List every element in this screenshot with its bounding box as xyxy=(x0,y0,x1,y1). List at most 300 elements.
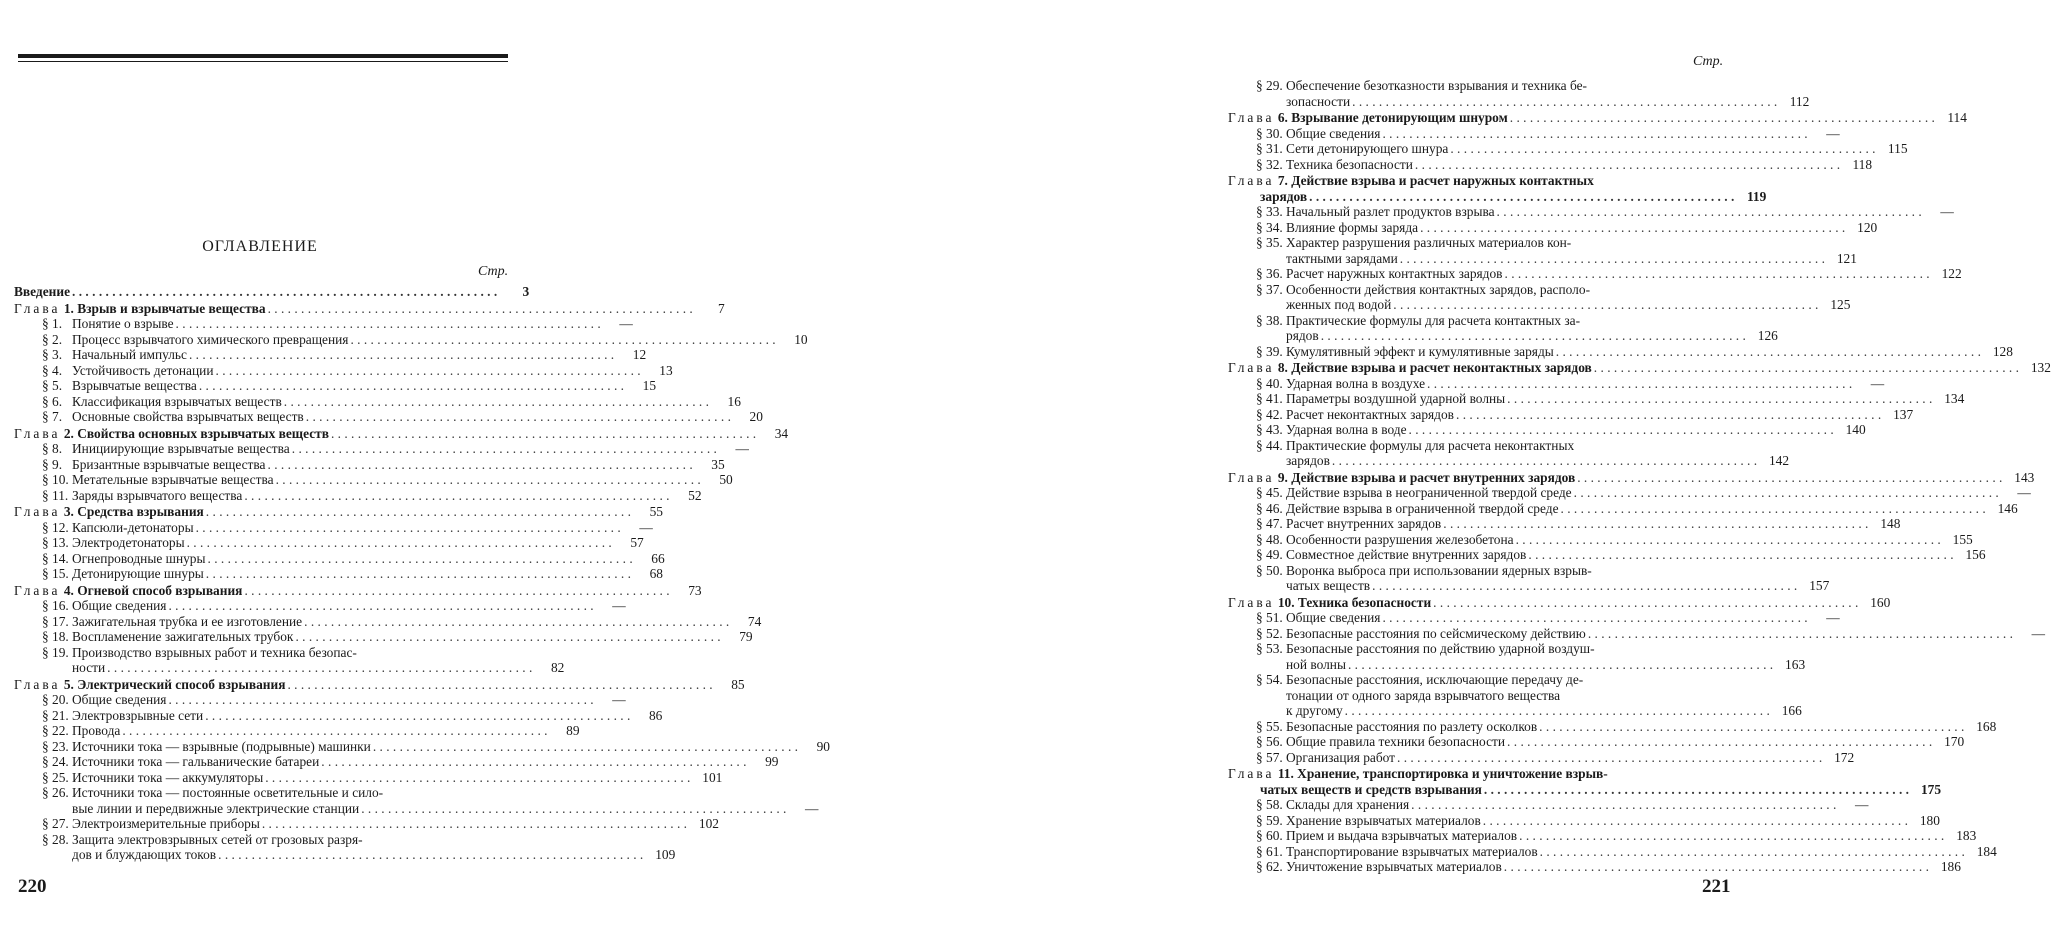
toc-section xyxy=(1228,749,1855,766)
section-number: § 13. xyxy=(42,535,69,550)
section-number: § 7. xyxy=(42,409,63,424)
section-number: § 51. xyxy=(1256,610,1283,625)
leader-dots xyxy=(1393,297,1818,313)
toc-entry-title: рядов xyxy=(1286,328,1319,343)
toc-page-number: 137 xyxy=(1893,406,1914,422)
toc-entry-title: тонации от одного заряда взрывчатого вещества xyxy=(1286,687,1561,703)
toc-entry-title: Взрывание детонирующим шнуром xyxy=(1291,110,1508,125)
section-number: § 12. xyxy=(42,519,69,535)
toc-entry-line xyxy=(1228,656,1806,673)
toc-page-number: 160 xyxy=(1870,594,1891,610)
toc-entry-title: Уничтожение взрывчатых материалов xyxy=(1286,859,1502,874)
section-number: § 50. xyxy=(1256,562,1283,578)
section-number: § 49. xyxy=(1256,547,1283,562)
toc-entry-line xyxy=(14,738,830,755)
toc-page-number: 140 xyxy=(1845,422,1866,437)
toc-entry-title: Ударная волна в воздухе xyxy=(1286,375,1426,391)
toc-page-number: 74 xyxy=(747,613,762,629)
toc-entry-title: зарядов xyxy=(1260,188,1308,204)
toc-page-number: 16 xyxy=(727,393,741,409)
toc-entry-line xyxy=(14,816,719,832)
toc-entry-title: Введение xyxy=(14,284,71,299)
toc-section xyxy=(1228,562,1830,594)
section-number: § 9. xyxy=(42,456,63,472)
toc-section xyxy=(1228,610,1840,626)
toc-chapter xyxy=(1228,594,1891,611)
toc-entry-line xyxy=(14,832,510,848)
toc-entry-title: Техника безопасности xyxy=(1286,156,1413,172)
toc-section xyxy=(14,535,644,551)
toc-page-number: 132 xyxy=(2030,360,2051,375)
toc-entry-line xyxy=(1228,125,1840,142)
toc-entry-title: Действие взрыва в неограниченной твердой среде xyxy=(1286,485,1572,500)
toc-entry-line xyxy=(1228,453,1790,469)
leader-dots xyxy=(122,723,547,739)
section-number: § 29. xyxy=(1256,78,1283,93)
toc-entry-line xyxy=(1228,313,1724,329)
toc-entry-line xyxy=(1228,563,1724,579)
section-number: § 55. xyxy=(1256,718,1283,734)
toc-page-number: 115 xyxy=(1887,141,1908,156)
toc-entry-title: Электрический способ взрывания xyxy=(77,676,286,692)
toc-entry-line xyxy=(1228,204,1954,220)
leader-dots xyxy=(1411,797,1836,813)
toc-entry-line xyxy=(1228,828,1977,844)
section-number: § 62. xyxy=(1256,859,1283,874)
section-number: § 6. xyxy=(42,393,63,409)
section-number: § 44. xyxy=(1256,437,1283,453)
leader-dots xyxy=(1450,141,1875,157)
toc-section xyxy=(14,644,565,676)
toc-entry-title: ности xyxy=(72,660,106,675)
toc-entry-line xyxy=(1228,235,1724,251)
leader-dots xyxy=(1556,344,1981,360)
chapter-word: Глава xyxy=(1228,110,1275,125)
section-number: § 19. xyxy=(42,644,69,660)
toc-section xyxy=(14,378,657,394)
toc-entry-title: вые линии и передвижные электрические станции xyxy=(72,800,360,816)
toc-entry-title: Инициирующие взрывчатые вещества xyxy=(72,441,290,456)
section-number: § 54. xyxy=(1256,672,1283,687)
toc-entry-line xyxy=(14,284,530,300)
toc-entry-title: Параметры воздушной ударной волны xyxy=(1286,391,1506,406)
chapter-word: Глава xyxy=(14,300,61,316)
toc-entry-line xyxy=(1228,781,1942,798)
toc-entry-title: Практические формулы для расчета контактных за- xyxy=(1286,312,1581,328)
toc-entry-line xyxy=(1228,843,1997,860)
toc-entry-title: Расчет внутренних зарядов xyxy=(1286,516,1442,531)
section-number: § 14. xyxy=(42,550,69,566)
toc-page-number: — xyxy=(1826,125,1840,141)
toc-section xyxy=(14,409,763,425)
section-number: § 36. xyxy=(1256,266,1283,281)
toc-entry-line xyxy=(14,800,819,817)
section-number: § 23. xyxy=(42,738,69,754)
toc-page-number: 73 xyxy=(688,582,702,598)
toc-page-number: 183 xyxy=(1956,828,1977,843)
toc-entry-line xyxy=(14,472,733,488)
toc-entry-title: Организация работ xyxy=(1286,749,1396,765)
toc-entry-line xyxy=(1228,219,1878,236)
chapter-word: Глава xyxy=(14,582,61,598)
toc-page-number: — xyxy=(1940,204,1954,219)
section-number: § 1. xyxy=(42,316,63,331)
toc-entry-line xyxy=(1228,516,1901,532)
toc-entry-line xyxy=(14,566,663,582)
toc-entry-line xyxy=(1228,610,1840,626)
toc-entry-line xyxy=(1228,141,1908,157)
section-number: § 11. xyxy=(42,487,69,503)
leader-dots xyxy=(1352,94,1777,110)
section-number: § 25. xyxy=(42,769,69,785)
toc-page-number: 3 xyxy=(522,284,530,299)
toc-entry-title: Хранение, транспортировка и уничтожение взрыв- xyxy=(1297,766,1608,781)
toc-entry-title: Безопасные расстояния по разлету осколков xyxy=(1286,718,1538,734)
toc-entry-title: Прием и выдача взрывчатых материалов xyxy=(1286,828,1518,843)
toc-page-number: 180 xyxy=(1919,812,1940,828)
toc-entry-line xyxy=(1228,343,2013,360)
toc-section xyxy=(14,738,830,755)
toc-entry-line xyxy=(14,425,789,442)
section-number: § 15. xyxy=(42,566,69,581)
toc-page-number: 109 xyxy=(655,847,676,862)
toc-entry-title: Кумулятивный эффект и кумулятивные заряды xyxy=(1286,343,1554,359)
toc-page-number: 118 xyxy=(1852,156,1873,172)
section-number: § 10. xyxy=(42,472,69,487)
toc-section xyxy=(1228,812,1940,829)
toc-entry-line xyxy=(14,362,673,379)
toc-page-number: 166 xyxy=(1781,703,1802,718)
toc-entry-title: Понятие о взрыве xyxy=(72,316,174,331)
toc-section xyxy=(14,362,673,379)
toc-section xyxy=(14,785,819,816)
leader-dots xyxy=(1507,734,1932,750)
toc-entry-title: Воспламенение зажигательных трубок xyxy=(72,629,294,644)
toc-entry-line xyxy=(1228,797,1869,813)
toc-entry-title: Начальный разлет продуктов взрыва xyxy=(1286,204,1495,219)
toc-page-number: 121 xyxy=(1836,250,1857,266)
toc-entry-title: Источники тока — постоянные осветительные и сило- xyxy=(72,785,384,800)
toc-page-number: 68 xyxy=(649,566,663,581)
toc-entry-line xyxy=(1228,766,1724,782)
leader-dots xyxy=(216,363,641,379)
toc-entry-title: Защита электровзрывных сетей от грозовых разря- xyxy=(72,831,363,847)
toc-page-number: 125 xyxy=(1830,297,1851,312)
section-number: § 47. xyxy=(1256,516,1283,531)
toc-entry-title: Свойства основных взрывчатых веществ xyxy=(77,425,329,441)
leader-dots xyxy=(1528,547,1953,563)
section-number: § 16. xyxy=(42,598,69,613)
toc-entry-title: Особенности действия контактных зарядов, располо- xyxy=(1286,281,1591,297)
toc-page-number: 156 xyxy=(1965,547,1986,562)
toc-page-number: 55 xyxy=(649,504,663,519)
toc-entry-title: к другому xyxy=(1286,703,1343,718)
toc-entry-title: Детонирующие шнуры xyxy=(72,566,204,581)
toc-page-number: — xyxy=(2031,625,2045,641)
toc-entry-line xyxy=(1228,93,1810,110)
section-number: § 20. xyxy=(42,692,69,707)
toc-page-number: 10 xyxy=(794,331,808,347)
toc-entry-line xyxy=(14,378,657,394)
leader-dots xyxy=(1540,844,1965,860)
toc-section xyxy=(14,519,653,536)
leader-dots xyxy=(176,316,601,332)
toc-entry-line xyxy=(14,707,663,724)
toc-page-number: 134 xyxy=(1944,391,1965,406)
leader-dots xyxy=(1594,360,2019,376)
section-number: § 58. xyxy=(1256,797,1283,812)
toc-page-number: 142 xyxy=(1768,453,1790,468)
toc-page-number: 126 xyxy=(1757,328,1778,343)
toc-page-number: 7 xyxy=(718,300,725,316)
leader-dots xyxy=(208,551,633,567)
leader-dots xyxy=(1561,501,1986,517)
leader-dots xyxy=(168,598,593,614)
toc-page-number: 35 xyxy=(711,456,725,472)
toc-entry-line xyxy=(1228,703,1802,719)
leader-dots xyxy=(205,708,630,724)
chapter-word: Глава xyxy=(1228,594,1275,610)
toc-section xyxy=(1228,859,1961,875)
leader-dots xyxy=(196,520,621,536)
toc-chapter xyxy=(14,676,745,693)
section-number: § 30. xyxy=(1256,125,1283,141)
toc-entry-title: Хранение взрывчатых материалов xyxy=(1286,812,1481,828)
section-number: § 43. xyxy=(1256,422,1283,437)
section-number: § 2. xyxy=(42,331,63,347)
leader-dots xyxy=(1507,391,1932,407)
toc-page-number: 119 xyxy=(1746,188,1767,204)
toc-entry-title: Общие сведения xyxy=(72,692,167,707)
toc-page-number: 184 xyxy=(1976,843,1997,859)
toc-entry-line xyxy=(1228,688,1724,704)
toc-entry-line xyxy=(1228,547,1986,563)
toc-entry-title: Практические формулы для расчета неконтактных xyxy=(1286,437,1575,453)
chapter-number: 8. xyxy=(1277,360,1288,375)
section-number: § 53. xyxy=(1256,641,1283,656)
toc-entry-title: Действие взрыва и расчет неконтактных зарядов xyxy=(1291,360,1592,375)
leader-dots xyxy=(1505,266,1930,282)
chapter-number: 1. xyxy=(63,300,74,316)
leader-dots xyxy=(1382,126,1807,142)
leader-dots xyxy=(1400,251,1825,267)
leader-dots xyxy=(1497,204,1922,220)
toc-section xyxy=(14,613,762,630)
chapter-word: Глава xyxy=(14,425,61,441)
leader-dots xyxy=(1577,470,2002,486)
toc-entry-title: чатых веществ xyxy=(1286,578,1371,593)
toc-entry-line xyxy=(1228,672,1724,688)
toc-page-number: 112 xyxy=(1789,93,1810,109)
toc-entry-title: Обеспечение безотказности взрывания и техника бе- xyxy=(1286,78,1587,93)
toc-entry-line xyxy=(1228,578,1830,594)
toc-page-number: — xyxy=(1870,375,1885,391)
toc-page-number: 99 xyxy=(765,754,779,769)
toc-entry-line xyxy=(1228,859,1961,875)
toc-entry-line xyxy=(14,331,808,348)
top-rule-thin xyxy=(18,61,508,62)
toc-page-number: 82 xyxy=(550,660,565,675)
toc-entry-line xyxy=(14,785,510,801)
toc-entry-title: Совместное действие внутренних зарядов xyxy=(1286,547,1527,562)
toc-entry-line xyxy=(14,676,745,693)
toc-entry-line xyxy=(1228,594,1891,611)
toc-page-number: — xyxy=(2017,485,2031,500)
toc-section xyxy=(1228,672,1802,719)
toc-entry-title: Электродетонаторы xyxy=(72,535,185,550)
section-number: § 59. xyxy=(1256,812,1283,828)
toc-entry-line xyxy=(1228,500,2018,517)
toc-entry-title: Процесс взрывчатого химического превращения xyxy=(72,331,349,347)
toc-entry-title: Устойчивость детонации xyxy=(72,362,214,378)
toc-entry-line xyxy=(1228,328,1778,344)
toc-entry-line xyxy=(1228,360,2051,376)
leader-dots xyxy=(1420,220,1845,236)
toc-entry-line xyxy=(14,535,644,551)
toc-section xyxy=(1228,843,1997,860)
toc-entry-line xyxy=(14,504,663,520)
toc-page-number: 155 xyxy=(1952,531,1973,547)
toc-page-number: 168 xyxy=(1976,718,1997,734)
toc-chapter xyxy=(14,425,789,442)
leader-dots xyxy=(168,692,593,708)
toc-chapter xyxy=(1228,110,1967,126)
chapter-number: 7. xyxy=(1277,173,1288,188)
section-number: § 48. xyxy=(1256,531,1283,547)
toc-entry-line xyxy=(14,456,725,473)
chapter-word: Глава xyxy=(14,676,61,692)
toc-entry-title: Огневой способ взрывания xyxy=(77,582,243,598)
toc-chapter xyxy=(14,582,702,599)
toc-section xyxy=(1228,422,1866,438)
toc-entry-line xyxy=(14,393,741,410)
section-number: § 61. xyxy=(1256,843,1283,859)
toc-section xyxy=(1228,219,1878,236)
toc-entry-title: Ударная волна в воде xyxy=(1286,422,1407,437)
toc-section xyxy=(1228,343,2013,360)
toc-page-number: 143 xyxy=(2014,469,2035,485)
toc-entry-line xyxy=(1228,625,2045,642)
chapter-word: Глава xyxy=(1228,360,1275,375)
leader-dots xyxy=(1588,626,2013,642)
toc-section xyxy=(1228,125,1840,142)
toc-page-number: — xyxy=(619,316,633,331)
toc-entry-title: Транспортирование взрывчатых материалов xyxy=(1286,843,1538,859)
toc-entry-line xyxy=(1228,749,1855,766)
section-number: § 24. xyxy=(42,754,69,769)
section-number: § 57. xyxy=(1256,749,1283,765)
toc-page-number: 66 xyxy=(651,550,665,566)
toc-entry-title: Расчет наружных контактных зарядов xyxy=(1286,266,1503,281)
toc-page-number: — xyxy=(804,800,819,816)
leader-dots xyxy=(107,660,532,676)
chapter-word: Глава xyxy=(14,504,61,519)
toc-page-number: 122 xyxy=(1941,266,1962,281)
toc-entry-title: Особенности разрушения железобетона xyxy=(1286,531,1514,547)
toc-section xyxy=(1228,734,1965,750)
toc-section xyxy=(14,331,808,348)
toc-entry-title: Классификация взрывчатых веществ xyxy=(72,393,282,409)
leader-dots xyxy=(187,535,612,551)
toc-page-number: 172 xyxy=(1834,749,1855,765)
leader-dots xyxy=(1427,376,1852,392)
section-number: § 60. xyxy=(1256,828,1283,843)
section-number: § 39. xyxy=(1256,343,1283,359)
page-number: 220 xyxy=(18,876,47,897)
toc-entry-title: Безопасные расстояния по действию ударной воздуш- xyxy=(1286,641,1595,656)
toc-page-number: 57 xyxy=(630,535,644,550)
toc-section xyxy=(14,456,725,473)
toc-section xyxy=(14,816,719,832)
leader-dots xyxy=(1574,485,1999,501)
section-number: § 41. xyxy=(1256,391,1283,406)
toc-entry-title: зарядов xyxy=(1286,453,1330,468)
section-number: § 37. xyxy=(1256,281,1283,297)
leader-dots xyxy=(1510,110,1935,126)
toc-entry-title: зопасности xyxy=(1286,93,1351,109)
toc-entry-title: Провода xyxy=(72,723,121,738)
toc-chapter xyxy=(1228,469,2035,486)
toc-page-number: — xyxy=(1854,797,1869,812)
toc-page-number: 85 xyxy=(731,676,745,692)
toc-entry-line xyxy=(14,769,723,786)
leader-dots xyxy=(1345,703,1770,719)
toc-entry-title: Производство взрывных работ и техника безопас- xyxy=(72,644,357,660)
leader-dots xyxy=(1433,595,1858,611)
toc-entry-title: Источники тока — взрывные (подрывные) машинки xyxy=(72,738,371,754)
toc-entry-line xyxy=(1228,422,1866,438)
leader-dots xyxy=(1504,859,1929,875)
toc-entry-title: Взрывчатые вещества xyxy=(72,378,197,393)
chapter-word: Глава xyxy=(1228,766,1275,781)
toc-section xyxy=(1228,437,1790,469)
section-number: § 5. xyxy=(42,378,63,393)
toc-entry-line xyxy=(1228,266,1962,282)
toc-page-number: 148 xyxy=(1880,516,1901,531)
toc-entry-title: Безопасные расстояния по сейсмическому действию xyxy=(1286,625,1586,641)
toc-entry-title: Электровзрывные сети xyxy=(72,707,204,723)
page-column-label: Стр. xyxy=(478,264,509,279)
toc-entry-line xyxy=(14,300,725,317)
toc-page-number: 34 xyxy=(774,425,789,441)
toc-section xyxy=(1228,828,1977,844)
toc-section xyxy=(14,550,665,567)
toc-page-number: 102 xyxy=(698,816,719,831)
toc-entry-line xyxy=(1228,110,1967,126)
toc-entry-title: Общие сведения xyxy=(1286,610,1381,625)
toc-entry-line xyxy=(1228,391,1965,407)
chapter-number: 11. xyxy=(1277,766,1294,781)
top-rule xyxy=(18,54,508,58)
toc-chapter xyxy=(1228,173,1767,204)
toc-entry-line xyxy=(1228,282,1724,298)
toc-page-number: 15 xyxy=(642,378,657,393)
toc-list-left xyxy=(14,284,830,863)
toc-page-number: 86 xyxy=(648,707,663,723)
toc-section xyxy=(14,347,647,363)
toc-section xyxy=(1228,266,1962,282)
toc-entry-title: Склады для хранения xyxy=(1286,797,1410,812)
toc-section xyxy=(1228,547,1986,563)
leader-dots xyxy=(1539,719,1964,735)
toc-entry-line xyxy=(1228,78,1724,94)
section-number: § 34. xyxy=(1256,219,1283,235)
toc-page-number: 20 xyxy=(749,409,763,424)
leader-dots xyxy=(1382,610,1807,626)
toc-entry-line xyxy=(1228,469,2035,486)
page-title: ОГЛАВЛЕНИЕ xyxy=(202,238,318,255)
leader-dots xyxy=(72,284,497,300)
